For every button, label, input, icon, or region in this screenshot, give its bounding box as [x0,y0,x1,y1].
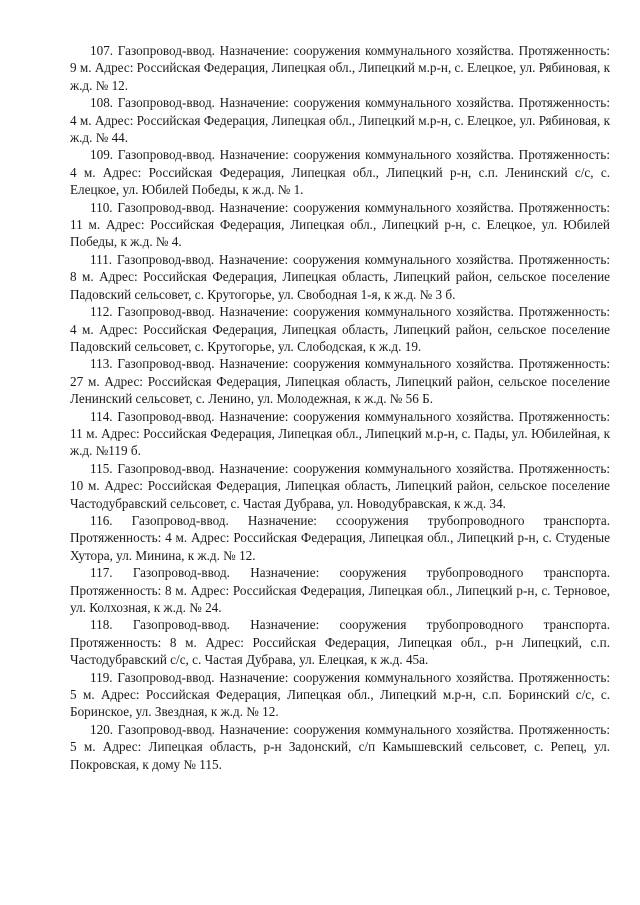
list-item-115: 115. Газопровод-ввод. Назначение: сооружения коммунального хозяйства. Протяженность: 10 м. Адрес: Российская Федерация, Липецкая область, Липецкий район, сельское поселение Частодубравский сельсовет, с. Частая Дубрава, ул. Новодубравская, к ж.д. 34. [70,460,610,511]
list-item-107: 107. Газопровод-ввод. Назначение: сооружения коммунального хозяйства. Протяженность: 9 м. Адрес: Российская Федерация, Липецкая обл., Липецкий м.р-н, с. Елецкое, ул. Рябиновая, к ж.д. № 12. [70,43,610,93]
list-item-120: 120. Газопровод-ввод. Назначение: сооружения коммунального хозяйства. Протяженность: 5 м. Адрес: Липецкая область, р-н Задонский, с/п Камышевский сельсовет, с. Репец, ул. Покровская, к дому № 115. [70,721,610,772]
list-item-113: 113. Газопровод-ввод. Назначение: сооружения коммунального хозяйства. Протяженность: 27 м. Адрес: Российская Федерация, Липецкая область, Липецкий район, сельское поселение Ленинский сельсовет, с. Ленино, ул. Молодежная, к ж.д. № 56 Б. [70,356,610,407]
list-item-111: 111. Газопровод-ввод. Назначение: сооружения коммунального хозяйства. Протяженность: 8 м. Адрес: Российская Федерация, Липецкая область, Липецкий район, сельское поселение Падовский сельсовет, с. Крутогорье, ул. Свободная 1-я, к ж.д. № 3 б. [70,251,610,302]
document-page [70,42,610,773]
list-item-109: 109. Газопровод-ввод. Назначение: сооружения коммунального хозяйства. Протяженность: 4 м. Адрес: Российская Федерация, Липецкая обл., Липецкий р-н, с.п. Ленинский с/с, с. Елецкое, ул. Юбилей Победы, к ж.д. № 1. [70,147,610,198]
list-item-108: 108. Газопровод-ввод. Назначение: сооружения коммунального хозяйства. Протяженность: 4 м. Адрес: Российская Федерация, Липецкая обл., Липецкий м.р-н, с. Елецкое, ул. Рябиновая, к ж.д. № 44. [70,95,610,146]
list-item-119: 119. Газопровод-ввод. Назначение: сооружения коммунального хозяйства. Протяженность: 5 м. Адрес: Российская Федерация, Липецкая обл., Липецкий м.р-н, с.п. Боринский с/с, с. Боринское, ул. Звездная, к ж.д. № 12. [70,669,610,720]
list-item-118: 118. Газопровод-ввод. Назначение: сооружения трубопроводного транспорта. Протяженность: 8 м. Адрес: Российская Федерация, Липецкая обл., р-н Липецкий, с.п. Частодубравский с/с, с. Частая Дубрава, ул. Елецкая, к ж.д. 45а. [70,617,610,668]
list-item-116: 116. Газопровод-ввод. Назначение: ссооружения трубопроводного транспорта. Протяженность: 4 м. Адрес: Российская Федерация, Липецкая обл., Липецкий р-н, с. Студеные Хутора, ул. Минина, к ж.д. № 12. [70,512,610,563]
list-item-114: 114. Газопровод-ввод. Назначение: сооружения коммунального хозяйства. Протяженность: 11 м. Адрес: Российская Федерация, Липецкая обл., Липецкий м.р-н, с. Пады, ул. Юбилейная, к ж.д. №119 б. [70,408,610,459]
list-item-117: 117. Газопровод-ввод. Назначение: сооружения трубопроводного транспорта. Протяженность: 8 м. Адрес: Российская Федерация, Липецкая обл., Липецкий р-н, с. Терновое, ул. Колхозная, к ж.д. № 24. [70,565,610,615]
list-item-112: 112. Газопровод-ввод. Назначение: сооружения коммунального хозяйства. Протяженность: 4 м. Адрес: Российская Федерация, Липецкая область, Липецкий район, сельское поселение Падовский сельсовет, с. Крутогорье, ул. Слободская, к ж.д. 19. [70,304,610,354]
list-item-110: 110. Газопровод-ввод. Назначение: сооружения коммунального хозяйства. Протяженность: 11 м. Адрес: Российская Федерация, Липецкая обл., Липецкий р-н, с. Елецкое, ул. Юбилей Победы, к ж.д. № 4. [70,199,610,250]
